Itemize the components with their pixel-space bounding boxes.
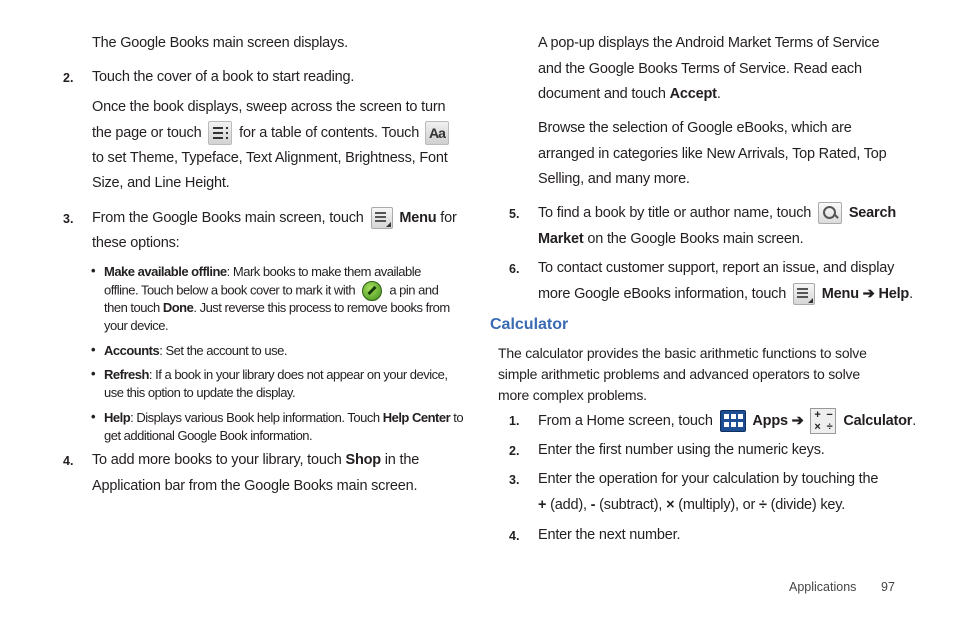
menu-icon	[371, 207, 393, 229]
bullet-text: Make available offline: Mark books to make them available	[104, 264, 421, 279]
calculator-icon: + − × ÷	[810, 408, 836, 434]
step-number: 4.	[63, 454, 74, 468]
step-text: From the Google Books main screen, touch Menu for	[92, 206, 457, 232]
calc-intro: The calculator provides the basic arithmetic functions to solve	[498, 345, 867, 361]
bullet-text: offline. Touch below a book cover to mark it with a pin and	[104, 281, 438, 301]
calc-intro: more complex problems.	[498, 387, 647, 403]
bullet-text: Refresh: If a book in your library does not appear on your device,	[104, 367, 448, 382]
step-text: Application bar from the Google Books main screen.	[92, 478, 418, 494]
step-number: 1.	[509, 414, 520, 428]
step-text: Market on the Google Books main screen.	[538, 231, 804, 247]
step-text: From a Home screen, touch Apps ➔ + − × ÷ Calculator.	[538, 409, 917, 433]
browse-text: arranged in categories like New Arrivals, Top Rated, Top	[538, 146, 887, 162]
section-heading: Calculator	[490, 316, 569, 333]
step-text: more Google eBooks information, touch Menu ➔ Help.	[538, 282, 913, 308]
step-number: 5.	[509, 207, 520, 221]
bullet-text: then touch Done. Just reverse this process to remove books from	[104, 300, 450, 315]
page-number: 97	[881, 580, 895, 594]
step-detail-line: to set Theme, Typeface, Text Alignment, Brightness, Font	[92, 150, 448, 166]
apps-icon	[720, 410, 746, 432]
bullet: •	[91, 409, 96, 424]
step-text: Enter the first number using the numeric keys.	[538, 442, 825, 458]
bullet-text: your device.	[104, 318, 169, 333]
popup-text: A pop-up displays the Android Market Terms of Service	[538, 35, 880, 51]
footer-section: Applications	[789, 580, 857, 594]
bullet-text: Accounts: Set the account to use.	[104, 343, 287, 358]
step-text: To find a book by title or author name, touch Search	[538, 201, 896, 227]
bullet: •	[91, 342, 96, 357]
step-detail-line: Once the book displays, sweep across the screen to turn	[92, 99, 446, 115]
popup-text: document and touch Accept.	[538, 86, 721, 102]
step-number: 3.	[63, 212, 74, 226]
step-number: 3.	[509, 473, 520, 487]
menu-icon	[793, 283, 815, 305]
browse-text: Selling, and many more.	[538, 171, 690, 187]
pin-icon	[362, 281, 382, 301]
bullet-text: Help: Displays various Book help information. Touch Help Center to	[104, 410, 464, 425]
step-number: 6.	[509, 262, 520, 276]
intro-text: The Google Books main screen displays.	[92, 35, 348, 51]
bullet: •	[91, 366, 96, 381]
step-text: Enter the next number.	[538, 527, 681, 543]
step-text: To add more books to your library, touch Shop in the	[92, 452, 420, 468]
step-text: Touch the cover of a book to start reading.	[92, 69, 355, 85]
popup-text: and the Google Books Terms of Service. Read each	[538, 61, 862, 77]
step-text: these options:	[92, 235, 180, 251]
text-settings-icon: Aa	[425, 121, 449, 145]
bullet-text: use this option to update the display.	[104, 385, 296, 400]
step-number: 2.	[63, 71, 74, 85]
table-of-contents-icon	[208, 121, 232, 145]
bullet-text: get additional Google Book information.	[104, 428, 313, 443]
calc-intro: simple arithmetic problems and advanced operators to solve	[498, 366, 860, 382]
bullet: •	[91, 263, 96, 278]
step-detail-line: the page or touch for a table of contents. Touch Aa	[92, 121, 449, 147]
step-text: Enter the operation for your calculation by touching the	[538, 471, 879, 487]
step-number: 2.	[509, 444, 520, 458]
browse-text: Browse the selection of Google eBooks, which are	[538, 120, 852, 136]
step-detail-line: Size, and Line Height.	[92, 175, 230, 191]
search-icon	[818, 202, 842, 224]
step-number: 4.	[509, 529, 520, 543]
step-text: To contact customer support, report an issue, and display	[538, 260, 895, 276]
step-text: + (add), - (subtract), × (multiply), or ÷ (divide) key.	[538, 497, 846, 513]
